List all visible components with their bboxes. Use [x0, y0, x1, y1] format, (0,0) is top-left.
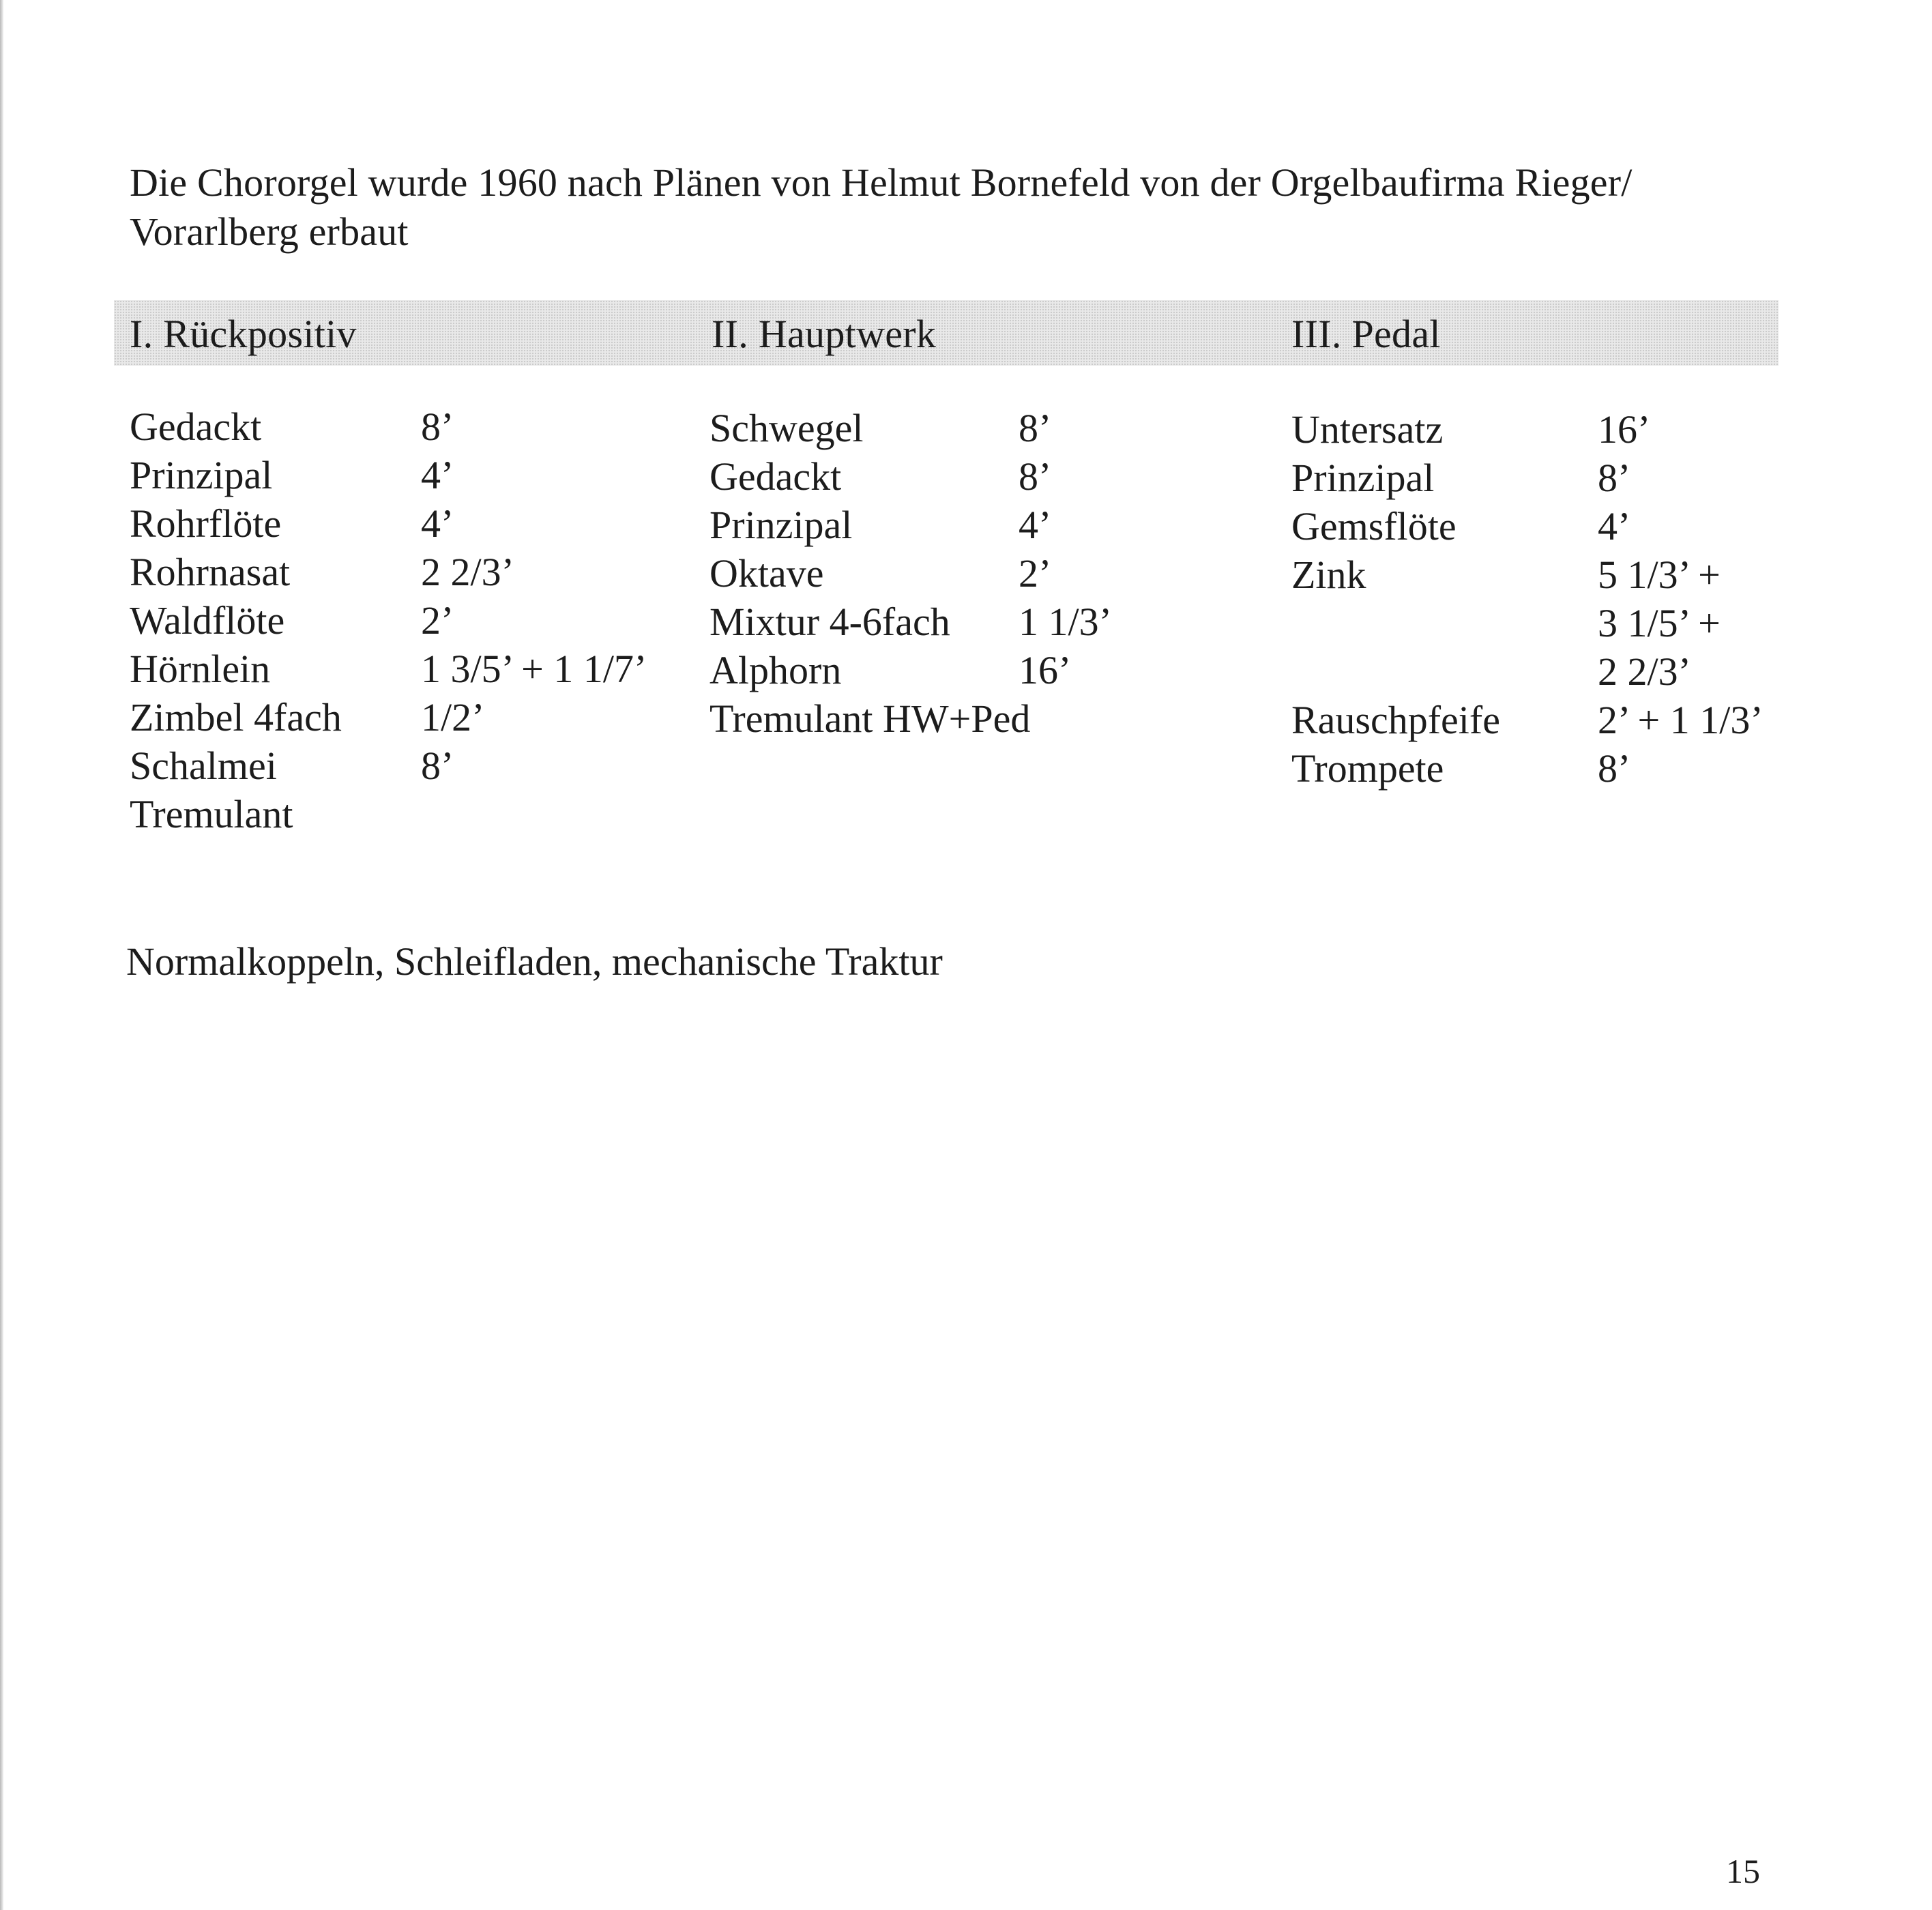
rueckpositiv-stop-name: Tremulant [130, 792, 293, 836]
pedal-stop-pitch: 5 1/3’ + [1598, 553, 1721, 597]
division-title-pedal: III. Pedal [1291, 312, 1441, 356]
rueckpositiv-stop-name: Zimbel 4fach [130, 695, 342, 739]
hauptwerk-stop-pitch: 4’ [1019, 503, 1052, 547]
division-title-rueckpositiv: I. Rückpositiv [130, 312, 357, 356]
rueckpositiv-stop-name: Rohrnasat [130, 550, 291, 594]
hauptwerk-stop-name: Alphorn [709, 648, 842, 692]
rueckpositiv-stop-name: Schalmei [130, 744, 277, 788]
pedal-stop-pitch: 2’ + 1 1/3’ [1598, 698, 1763, 742]
rueckpositiv-stop-pitch: 4’ [421, 453, 454, 497]
pedal-stop-name: Rauschpfeife [1291, 698, 1500, 742]
rueckpositiv-stop-name: Prinzipal [130, 453, 273, 497]
pedal-stop-name: Prinzipal [1291, 456, 1435, 500]
page-number: 15 [1726, 1852, 1760, 1890]
pedal-stop-pitch: 2 2/3’ [1598, 649, 1691, 694]
rueckpositiv-stop-pitch: 8’ [421, 744, 454, 788]
pedal-stop-name: Zink [1291, 553, 1366, 597]
hauptwerk-stop-pitch: 8’ [1019, 406, 1052, 450]
scan-edge [0, 0, 3, 1910]
rueckpositiv-stop-pitch: 1/2’ [421, 695, 485, 739]
hauptwerk-stop-pitch: 1 1/3’ [1019, 600, 1112, 644]
rueckpositiv-stop-pitch: 8’ [421, 405, 454, 449]
rueckpositiv-stop-pitch: 1 3/5’ + 1 1/7’ [421, 647, 647, 691]
rueckpositiv-stop-name: Waldflöte [130, 598, 285, 643]
hauptwerk-stop-name: Mixtur 4-6fach [709, 600, 950, 644]
hauptwerk-stop-name: Gedackt [709, 454, 842, 499]
pedal-stop-name: Untersatz [1291, 407, 1444, 452]
rueckpositiv-stop-pitch: 2’ [421, 598, 454, 643]
pedal-stop-pitch: 8’ [1598, 746, 1631, 791]
hauptwerk-stop-pitch: 16’ [1019, 648, 1072, 692]
hauptwerk-stop-name: Tremulant HW+Ped [709, 696, 1031, 741]
hauptwerk-stop-pitch: 2’ [1019, 551, 1052, 596]
pedal-stop-pitch: 3 1/5’ + [1598, 601, 1721, 645]
pedal-stop-name: Trompete [1291, 746, 1444, 791]
rueckpositiv-stop-name: Gedackt [130, 405, 262, 449]
division-title-hauptwerk: II. Hauptwerk [712, 312, 937, 356]
hauptwerk-stop-name: Prinzipal [709, 503, 853, 547]
pedal-stop-pitch: 8’ [1598, 456, 1631, 500]
rueckpositiv-stop-pitch: 4’ [421, 501, 454, 546]
hauptwerk-stop-name: Oktave [709, 551, 824, 596]
pedal-stop-name: Gemsflöte [1291, 504, 1457, 548]
pedal-stop-pitch: 4’ [1598, 504, 1631, 548]
rueckpositiv-stop-name: Rohrflöte [130, 501, 282, 546]
rueckpositiv-stop-name: Hörnlein [130, 647, 271, 691]
division-header-bar [114, 300, 1779, 366]
hauptwerk-stop-pitch: 8’ [1019, 454, 1052, 499]
pedal-stop-pitch: 16’ [1598, 407, 1651, 452]
hauptwerk-stop-name: Schwegel [709, 406, 864, 450]
rueckpositiv-stop-pitch: 2 2/3’ [421, 550, 514, 594]
footer-note: Normalkoppeln, Schleifladen, mechanische Traktur [126, 939, 943, 984]
intro-text: Die Chororgel wurde 1960 nach Plänen von Helmut Bornefeld von der Orgelbaufirma Rieger/ Vorarlberg erbaut [130, 160, 1633, 254]
